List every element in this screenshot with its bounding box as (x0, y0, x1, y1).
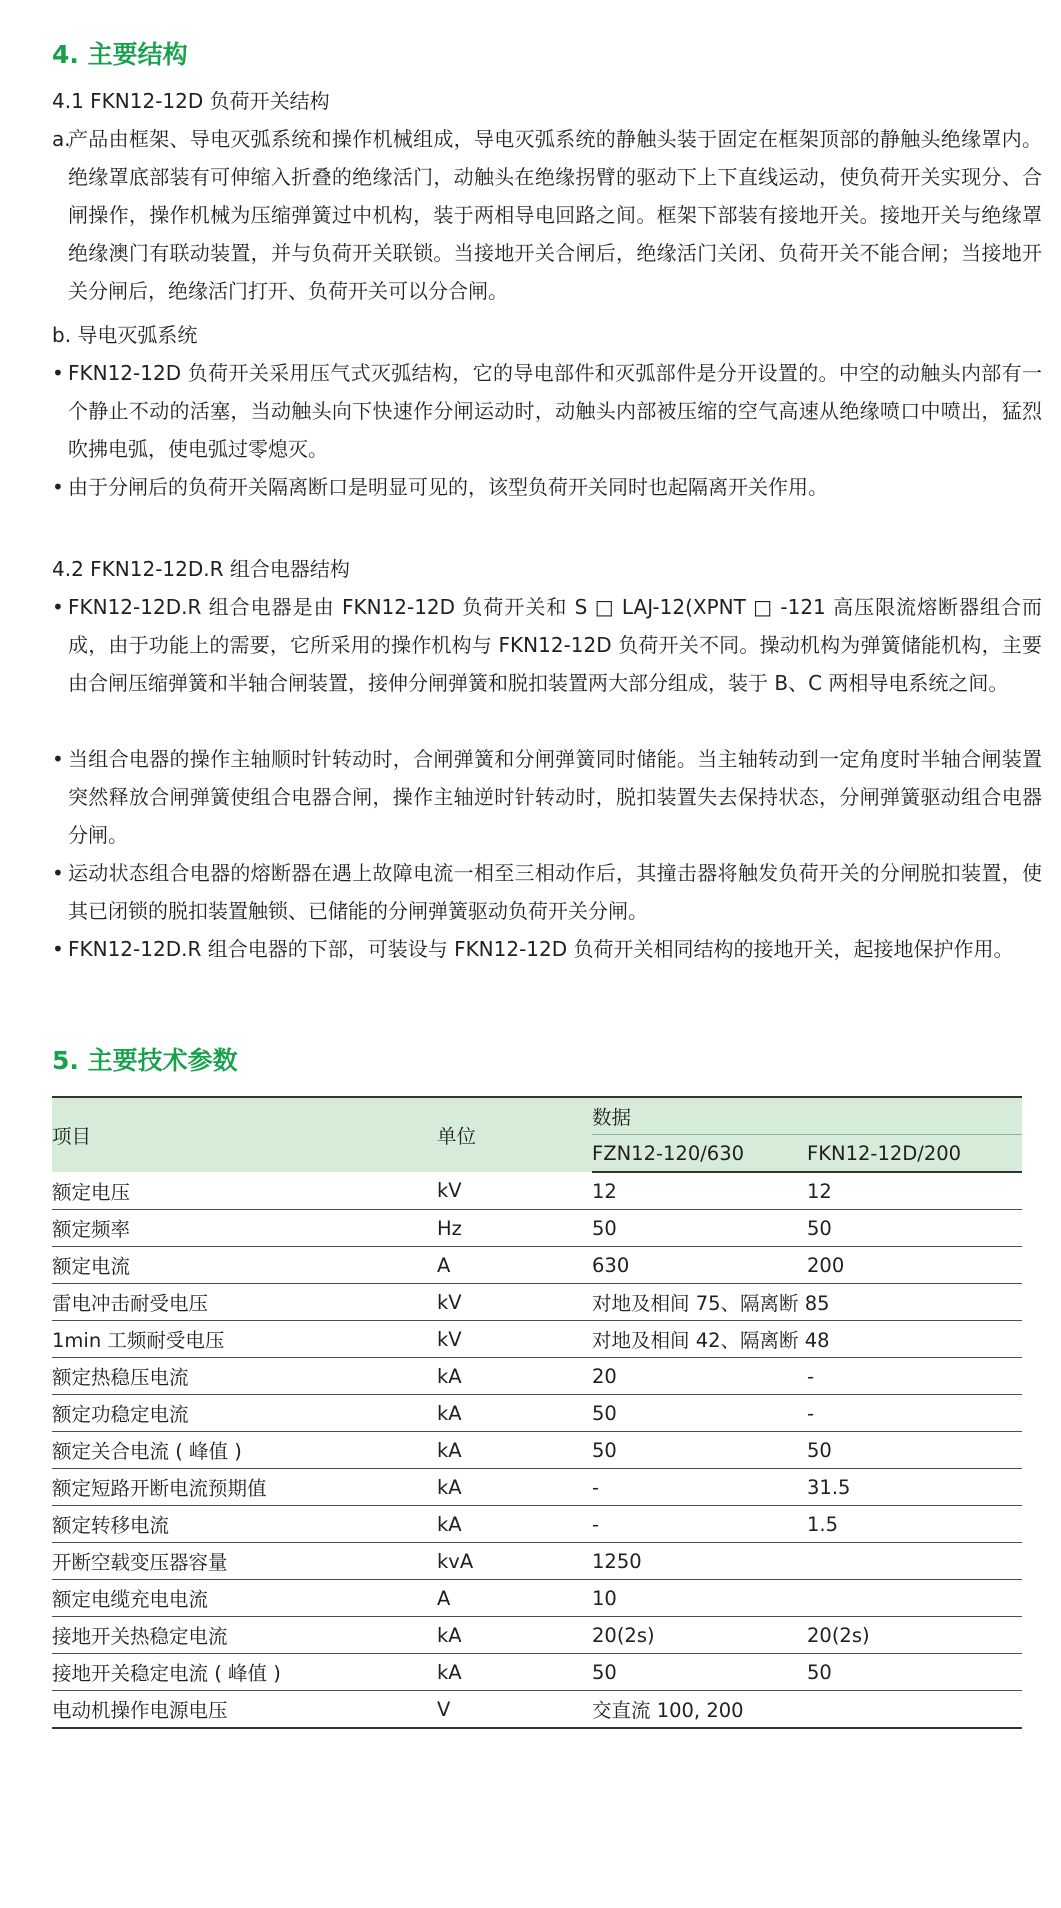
table-row (52, 1617, 1022, 1654)
cell-value-fkn: 20(2s) (807, 1617, 1022, 1654)
cell-value-fkn (807, 1691, 1022, 1729)
cell-unit: kA (437, 1506, 592, 1543)
cell-value-fkn (807, 1284, 1022, 1321)
bullet-marker: • (52, 475, 64, 499)
cell-value-fkn: - (807, 1358, 1022, 1395)
cell-value-fzn: 20(2s) (592, 1617, 807, 1654)
table-row (52, 1506, 1022, 1543)
bullet-2-3 (52, 854, 1042, 930)
cell-unit: kvA (437, 1543, 592, 1580)
cell-value-fkn: 31.5 (807, 1469, 1022, 1506)
cell-unit: kA (437, 1617, 592, 1654)
table-row (52, 1247, 1022, 1284)
item-a-text: 产品由框架、导电灭弧系统和操作机械组成，导电灭弧系统的静触头装于固定在框架顶部的静触头绝缘罩内。绝缘罩底部装有可伸缩入折叠的绝缘活门，动触头在绝缘拐臂的驱动下上下直线运动，使负荷开关实现分、合闸操作，操作机械为压缩弹簧过中机构，装于两相导电回路之间。框架下部装有接地开关。接地开关与绝缘罩绝缘澳门有联动装置，并与负荷开关联锁。当接地开关合闸后，绝缘活门关闭、负荷开关不能合闸；当接地开关分闸后，绝缘活门打开、负荷开关可以分合闸。 (68, 127, 1042, 303)
subsection-4-1-title: 4.1 FKN12-12D 负荷开关结构 (52, 89, 330, 113)
cell-item: 接地开关热稳定电流 (52, 1617, 437, 1654)
cell-item: 额定关合电流 ( 峰值 ) (52, 1432, 437, 1469)
cell-value-fkn: 1.5 (807, 1506, 1022, 1543)
cell-value-fzn: 20 (592, 1358, 807, 1395)
header-model-fzn: FZN12-120/630 (592, 1135, 807, 1173)
header-item: 项目 (52, 1097, 437, 1172)
cell-unit: A (437, 1580, 592, 1617)
cell-value-fzn: 交直流 100, 200 (592, 1691, 807, 1729)
cell-value-fkn: - (807, 1395, 1022, 1432)
subsection-4-2-title: 4.2 FKN12-12D.R 组合电器结构 (52, 557, 350, 581)
table-row (52, 1543, 1022, 1580)
cell-item: 额定电流 (52, 1247, 437, 1284)
cell-item: 接地开关稳定电流 ( 峰值 ) (52, 1654, 437, 1691)
cell-unit: kA (437, 1395, 592, 1432)
table-row (52, 1284, 1022, 1321)
cell-value-fkn: 50 (807, 1654, 1022, 1691)
cell-value-fzn: 50 (592, 1654, 807, 1691)
bullet-text: FKN12-12D 负荷开关采用压气式灭弧结构，它的导电部件和灭弧部件是分开设置的。中空的动触头内部有一个静止不动的活塞，当动触头向下快速作分闸运动时，动触头内部被压缩的空气高速从绝缘喷口中喷出，猛烈吹拂电弧，使电弧过零熄灭。 (68, 361, 1042, 461)
cell-item: 电动机操作电源电压 (52, 1691, 437, 1729)
cell-item: 额定热稳压电流 (52, 1358, 437, 1395)
bullet-text: 运动状态组合电器的熔断器在遇上故障电流一相至三相动作后，其撞击器将触发负荷开关的分闸脱扣装置，使其已闭锁的脱扣装置触锁、已储能的分闸弹簧驱动负荷开关分闸。 (68, 861, 1042, 923)
header-model-fkn: FKN12-12D/200 (807, 1135, 1022, 1173)
cell-unit: kV (437, 1172, 592, 1210)
bullet-2-4 (52, 930, 1042, 968)
cell-value-fzn: 50 (592, 1432, 807, 1469)
table-row (52, 1469, 1022, 1506)
cell-unit: kA (437, 1469, 592, 1506)
cell-item: 额定短路开断电流预期值 (52, 1469, 437, 1506)
table-row (52, 1691, 1022, 1729)
table-row (52, 1580, 1022, 1617)
cell-item: 额定电缆充电电流 (52, 1580, 437, 1617)
bullet-b-2 (52, 468, 1042, 506)
table-row (52, 1395, 1022, 1432)
section-4-title: 4. 主要结构 (52, 40, 188, 69)
cell-value-fzn: - (592, 1506, 807, 1543)
cell-value-fkn: 200 (807, 1247, 1022, 1284)
cell-item: 雷电冲击耐受电压 (52, 1284, 437, 1321)
header-data: 数据 (592, 1097, 1022, 1135)
cell-item: 额定电压 (52, 1172, 437, 1210)
cell-value-fzn: 50 (592, 1395, 807, 1432)
cell-value-fkn (807, 1321, 1022, 1358)
cell-value-fzn: 630 (592, 1247, 807, 1284)
bullet-text: 由于分闸后的负荷开关隔离断口是明显可见的，该型负荷开关同时也起隔离开关作用。 (68, 475, 828, 499)
cell-unit: kV (437, 1321, 592, 1358)
bullet-text: FKN12-12D.R 组合电器是由 FKN12-12D 负荷开关和 S □ LAJ-12(XPNT □ -121 高压限流熔断器组合而成，由于功能上的需要，它所采用的操作机构与 FKN12-12D 负荷开关不同。操动机构为弹簧储能机构，主要由合闸压缩弹簧和半轴合闸装置，接伸分闸弹簧和脱扣装置两大部分组成，装于 B、C 两相导电系统之间。 (68, 595, 1042, 695)
cell-unit: kA (437, 1358, 592, 1395)
bullet-b-1 (52, 354, 1042, 468)
cell-value-fkn: 50 (807, 1210, 1022, 1247)
cell-unit: A (437, 1247, 592, 1284)
cell-unit: V (437, 1691, 592, 1729)
item-a-paragraph (52, 120, 1042, 310)
bullet-text: FKN12-12D.R 组合电器的下部，可装设与 FKN12-12D 负荷开关相同结构的接地开关，起接地保护作用。 (68, 937, 1014, 961)
cell-value-fkn (807, 1543, 1022, 1580)
table-row (52, 1321, 1022, 1358)
cell-unit: kV (437, 1284, 592, 1321)
bullet-marker: • (52, 595, 64, 619)
item-a-marker: a. (52, 127, 71, 151)
section-5-title: 5. 主要技术参数 (52, 1046, 238, 1075)
cell-unit: kA (437, 1654, 592, 1691)
cell-value-fzn: 12 (592, 1172, 807, 1210)
cell-item: 开断空载变压器容量 (52, 1543, 437, 1580)
table-row (52, 1172, 1022, 1210)
tech-params-table (52, 1096, 1022, 1729)
table-header-row (52, 1097, 1022, 1135)
table-row (52, 1432, 1022, 1469)
cell-item: 额定转移电流 (52, 1506, 437, 1543)
cell-unit: Hz (437, 1210, 592, 1247)
bullet-2-1 (52, 588, 1042, 702)
cell-value-fkn (807, 1580, 1022, 1617)
cell-value-fkn: 12 (807, 1172, 1022, 1210)
table-row (52, 1654, 1022, 1691)
item-b-heading: b. 导电灭弧系统 (52, 323, 198, 347)
cell-value-fzn: 对地及相间 42、隔离断 48 (592, 1321, 807, 1358)
cell-value-fkn: 50 (807, 1432, 1022, 1469)
cell-value-fzn: 50 (592, 1210, 807, 1247)
cell-unit: kA (437, 1432, 592, 1469)
header-unit: 单位 (437, 1097, 592, 1172)
bullet-marker: • (52, 747, 64, 771)
bullet-marker: • (52, 937, 64, 961)
table-row (52, 1210, 1022, 1247)
cell-item: 额定频率 (52, 1210, 437, 1247)
cell-item: 额定功稳定电流 (52, 1395, 437, 1432)
bullet-marker: • (52, 361, 64, 385)
table-row (52, 1358, 1022, 1395)
cell-value-fzn: 对地及相间 75、隔离断 85 (592, 1284, 807, 1321)
bullet-2-2 (52, 740, 1042, 854)
bullet-text: 当组合电器的操作主轴顺时针转动时，合闸弹簧和分闸弹簧同时储能。当主轴转动到一定角度时半轴合闸装置突然释放合闸弹簧使组合电器合闸，操作主轴逆时针转动时，脱扣装置失去保持状态，分闸弹簧驱动组合电器分闸。 (68, 747, 1042, 847)
cell-value-fzn: 1250 (592, 1543, 807, 1580)
cell-value-fzn: 10 (592, 1580, 807, 1617)
bullet-marker: • (52, 861, 64, 885)
cell-item: 1min 工频耐受电压 (52, 1321, 437, 1358)
cell-value-fzn: - (592, 1469, 807, 1506)
